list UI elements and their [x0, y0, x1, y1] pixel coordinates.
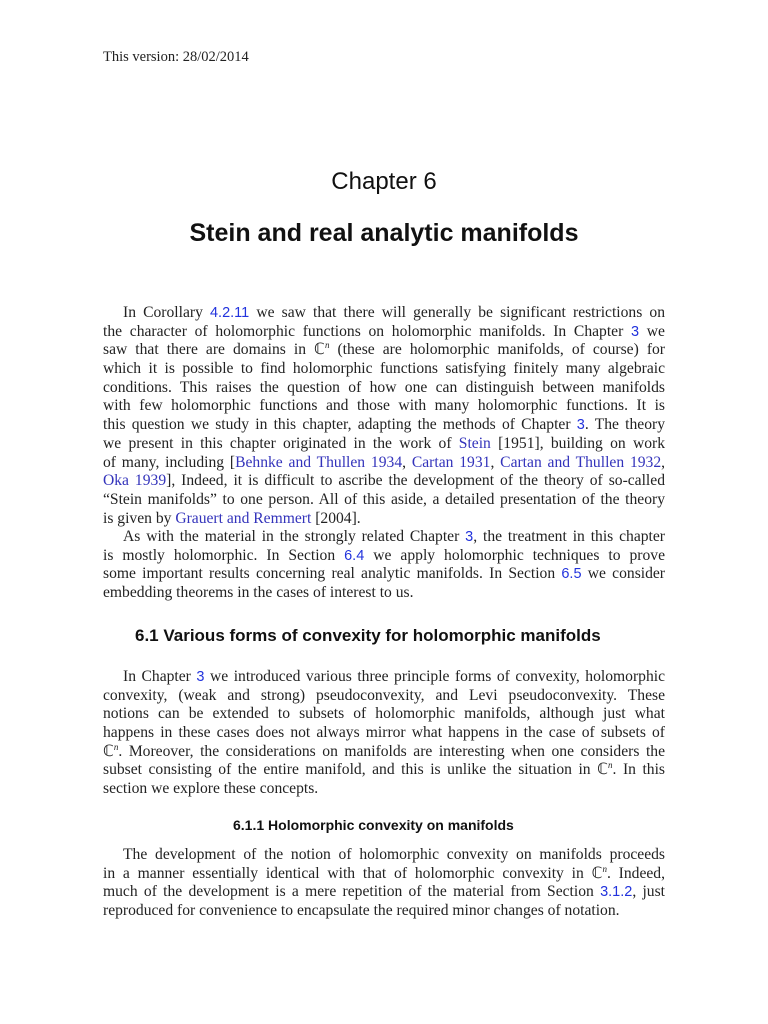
text-line [103, 846, 665, 865]
text-line [103, 435, 665, 454]
superscript: n [113, 741, 119, 752]
cross-reference-link[interactable]: 3 [196, 669, 205, 685]
text-line [103, 743, 665, 762]
subsection-paragraph [103, 846, 665, 921]
subsection-heading: 6.1.1 Holomorphic convexity on manifolds [233, 817, 514, 833]
cross-reference-link[interactable]: 3 [576, 417, 585, 434]
text-line [103, 472, 665, 491]
text-line [103, 510, 665, 529]
text-segment: , just [632, 883, 666, 901]
text-segment: convexity, (weak and strong) pseudoconvexity, and Levi pseudoconvexity. These [103, 686, 665, 704]
superscript: n [324, 340, 330, 351]
text-line [103, 397, 665, 416]
text-line [103, 584, 665, 603]
version-date: This version: 28/02/2014 [103, 49, 249, 65]
text-segment: much of the development is a mere repetition of the material from Section [103, 883, 601, 901]
superscript: n [602, 863, 607, 874]
text-line [103, 780, 665, 799]
cross-reference-link[interactable]: 4.2.11 [209, 305, 250, 321]
text-segment: we consider [581, 565, 665, 583]
text-segment: this question we study in this chapter, adapting the methods of Chapter [103, 416, 577, 434]
text-line [103, 761, 665, 780]
intro-paragraph-1 [103, 304, 665, 528]
text-segment: with few holomorphic functions and those with many holomorphic functions. It is [103, 397, 665, 415]
text-segment: ], Indeed, it is difficult to ascribe the development of the theory of so-called [166, 472, 665, 490]
text-line [103, 687, 665, 706]
text-segment: [1951], building on work [490, 434, 665, 452]
text-segment: embedding theorems in the cases of interest to us. [103, 584, 414, 602]
text-line [103, 668, 665, 687]
text-line [103, 454, 665, 473]
text-segment: subset consisting of the entire manifold, and this is unlike the situation in ℂ [103, 761, 609, 779]
text-segment: The development of the notion of holomorphic convexity on manifolds proceeds [123, 846, 665, 863]
cross-reference-link[interactable]: 6.5 [561, 566, 582, 583]
text-segment: saw that there are domains in ℂ [103, 341, 325, 359]
text-segment: of many, including [ [103, 453, 236, 471]
text-line [103, 865, 665, 884]
text-segment: , [490, 453, 501, 471]
citation-link[interactable]: Oka 1939 [103, 472, 167, 490]
text-segment: we [639, 322, 665, 340]
text-segment: some important results concerning real analytic manifolds. In Section [103, 565, 562, 583]
citation-link[interactable]: Grauert and Remmert [175, 509, 312, 527]
text-line [103, 341, 665, 360]
text-segment: . Moreover, the considerations on manifolds are interesting when one considers the [118, 742, 665, 760]
text-line [103, 379, 665, 398]
text-line [103, 724, 665, 743]
text-segment: we introduced various three principle forms of convexity, holomorphic [204, 668, 665, 685]
text-line [103, 705, 665, 724]
cross-reference-link[interactable]: 3.1.2 [600, 884, 633, 901]
text-segment: (these are holomorphic manifolds, of course) for [329, 341, 665, 359]
text-segment: , [661, 453, 666, 471]
text-line [103, 528, 665, 547]
text-line [103, 323, 665, 342]
text-segment: reproduced for convenience to encapsulate the required minor changes of notation. [103, 902, 620, 920]
intro-paragraph-2 [103, 528, 665, 603]
cross-reference-link[interactable]: 3 [631, 323, 640, 340]
text-segment: “Stein manifolds” to one person. All of this aside, a detailed presentation of the theory [103, 490, 665, 508]
text-segment: In Corollary [123, 304, 210, 321]
text-segment: . Indeed, [606, 864, 665, 882]
cross-reference-link[interactable]: 3 [465, 529, 474, 545]
text-segment: . The theory [584, 416, 666, 434]
section-paragraph [103, 668, 665, 799]
chapter-number: Chapter 6 [331, 168, 437, 195]
text-segment: the character of holomorphic functions on holomorphic manifolds. In Chapter [103, 322, 631, 340]
text-segment: As with the material in the strongly related Chapter [123, 528, 466, 545]
text-line [103, 565, 665, 584]
text-segment: is mostly holomorphic. In Section [103, 546, 345, 564]
text-line [103, 547, 665, 566]
text-line [103, 416, 665, 435]
text-segment: conditions. This raises the question of how one can distinguish between manifolds [103, 378, 665, 396]
text-segment: in a manner essentially identical with that of holomorphic convexity in ℂ [103, 864, 603, 882]
text-segment: we present in this chapter originated in the work of [103, 434, 459, 452]
text-segment: , [402, 453, 412, 471]
text-segment: , the treatment in this chapter [473, 528, 665, 545]
section-heading: 6.1 Various forms of convexity for holomorphic manifolds [135, 626, 601, 645]
text-segment: we saw that there will generally be significant restrictions on [249, 304, 665, 321]
text-line [103, 902, 665, 921]
cross-reference-link[interactable]: 6.4 [344, 547, 365, 564]
text-segment: ℂ [103, 742, 114, 760]
citation-link[interactable]: Stein [458, 434, 491, 452]
text-segment: . In this [612, 761, 666, 779]
text-segment: happens in these cases does not always mirror what happens in the case of subsets of [103, 724, 665, 742]
citation-link[interactable]: Behnke and Thullen 1934 [235, 453, 403, 471]
text-line [103, 491, 665, 510]
text-line [103, 360, 665, 379]
text-segment: which it is possible to find holomorphic functions satisfying finitely many algebraic [103, 360, 665, 378]
text-line [103, 883, 665, 902]
citation-link[interactable]: Cartan and Thullen 1932 [500, 453, 662, 471]
text-segment: we apply holomorphic techniques to prove [364, 546, 665, 564]
citation-link[interactable]: Cartan 1931 [411, 453, 491, 471]
text-segment: section we explore these concepts. [103, 780, 319, 798]
text-segment: In Chapter [123, 668, 197, 685]
chapter-title: Stein and real analytic manifolds [189, 219, 579, 247]
text-segment: is given by [103, 509, 176, 527]
text-line [103, 304, 665, 323]
text-segment: notions can be extended to subsets of holomorphic manifolds, although just what [103, 705, 665, 723]
text-segment: [2004]. [311, 509, 361, 527]
superscript: n [608, 760, 613, 771]
